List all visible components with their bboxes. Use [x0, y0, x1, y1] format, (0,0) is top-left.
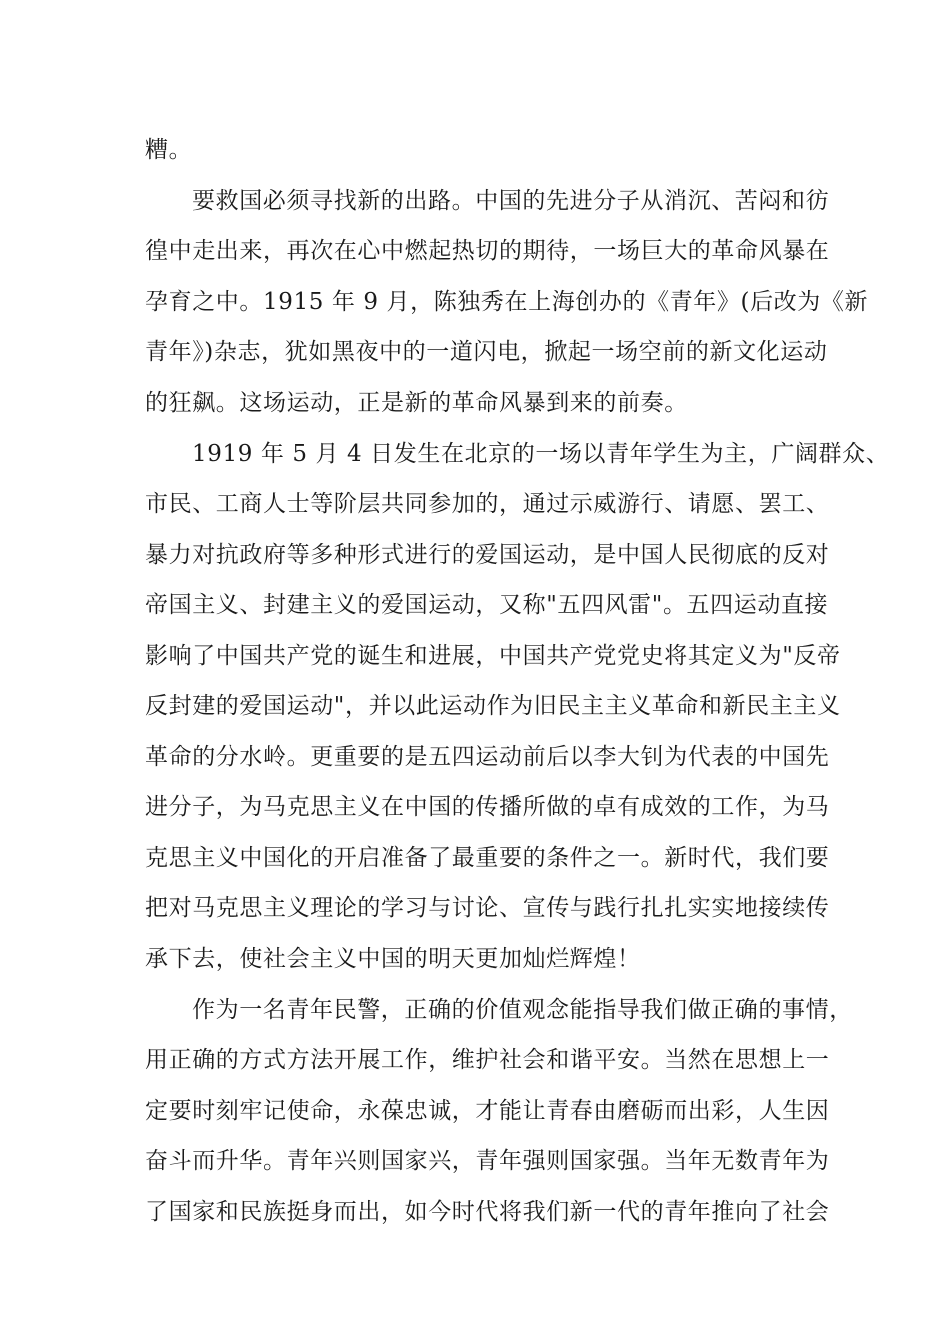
- text-line: 进分子，为马克思主义在中国的传播所做的卓有成效的工作，为马: [145, 794, 830, 820]
- text-line: 的狂飙。这场运动，正是新的革命风暴到来的前奏。: [145, 390, 688, 416]
- text-line: 帝国主义、封建主义的爱国运动，又称"五四风雷"。五四运动直接: [145, 592, 829, 618]
- paragraph-first-line: 作为一名青年民警，正确的价值观念能指导我们做正确的事情，: [192, 997, 853, 1023]
- text-line: 反封建的爱国运动"，并以此运动作为旧民主主义革命和新民主主义: [145, 693, 841, 719]
- text-line: 糟。: [145, 137, 193, 163]
- text-line: 承下去，使社会主义中国的明天更加灿烂辉煌！: [145, 946, 641, 972]
- text-line: 革命的分水岭。更重要的是五四运动前后以李大钊为代表的中国先: [145, 744, 830, 770]
- text-line: 用正确的方式方法开展工作，维护社会和谐平安。当然在思想上一: [145, 1047, 830, 1073]
- text-line: 克思主义中国化的开启准备了最重要的条件之一。新时代，我们要: [145, 845, 830, 871]
- text-line: 青年》)杂志，犹如黑夜中的一道闪电，掀起一场空前的新文化运动: [145, 339, 828, 365]
- text-line: 孕育之中。1915 年 9 月，陈独秀在上海创办的《青年》(后改为《新: [145, 289, 869, 315]
- text-line: 定要时刻牢记使命，永葆忠诚，才能让青春由磨砺而出彩，人生因: [145, 1098, 830, 1124]
- paragraph-first-line: 要救国必须寻找新的出路。中国的先进分子从消沉、苦闷和彷: [192, 188, 830, 214]
- text-line: 把对马克思主义理论的学习与讨论、宣传与践行扎扎实实地接续传: [145, 895, 830, 921]
- text-line: 徨中走出来，再次在心中燃起热切的期待，一场巨大的革命风暴在: [145, 238, 830, 264]
- text-line: 市民、工商人士等阶层共同参加的，通过示威游行、请愿、罢工、: [145, 491, 830, 517]
- paragraph-first-line: 1919 年 5 月 4 日发生在北京的一场以青年学生为主，广阔群众、: [192, 441, 890, 467]
- text-line: 奋斗而升华。青年兴则国家兴，青年强则国家强。当年无数青年为: [145, 1148, 830, 1174]
- text-line: 暴力对抗政府等多种形式进行的爱国运动，是中国人民彻底的反对: [145, 542, 830, 568]
- text-line: 了国家和民族挺身而出，如今时代将我们新一代的青年推向了社会: [145, 1199, 830, 1225]
- text-line: 影响了中国共产党的诞生和进展，中国共产党党史将其定义为"反帝: [145, 643, 841, 669]
